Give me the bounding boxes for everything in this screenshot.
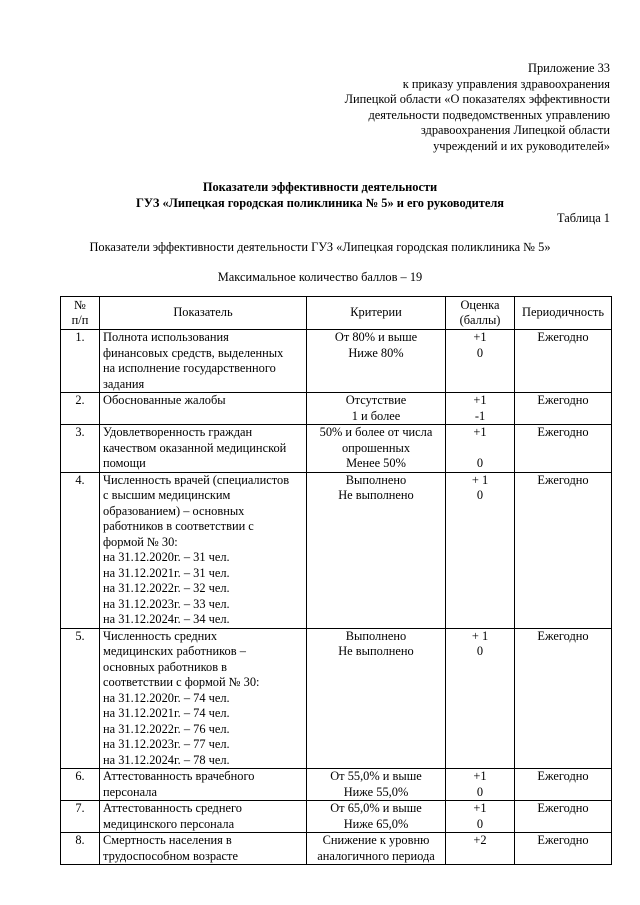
- indicator-line: на 31.12.2023г. – 33 чел.: [103, 596, 230, 611]
- criteria-cell: [307, 628, 446, 769]
- criteria-line: От 80% и выше: [334, 330, 418, 344]
- indicator-cell: [100, 472, 307, 628]
- criteria-line: Менее 50%: [346, 456, 406, 470]
- indicator-line: формой № 30:: [103, 534, 178, 549]
- indicator-cell: [100, 801, 307, 833]
- criteria-cell: [307, 801, 446, 833]
- score-cell: [446, 425, 515, 473]
- title-line-2: ГУЗ «Липецкая городская поликлиника № 5» и его руководителя: [136, 195, 504, 210]
- score-line: +2: [473, 833, 487, 847]
- indicator-line: на 31.12.2024г. – 34 чел.: [103, 612, 230, 626]
- header-num-line: п/п: [71, 313, 89, 327]
- score-line: 0: [476, 784, 484, 799]
- score-line: +1: [473, 769, 487, 783]
- header-score-line: (баллы): [459, 313, 501, 327]
- indicator-line: на 31.12.2021г. – 31 чел.: [103, 565, 230, 580]
- period-cell: Ежегодно: [515, 628, 612, 769]
- criteria-line: опрошенных: [341, 440, 411, 455]
- criteria-line: 1 и более: [351, 408, 401, 423]
- row-number: 5.: [61, 628, 100, 769]
- indicator-line: персонала: [103, 784, 157, 799]
- row-number: 4.: [61, 472, 100, 628]
- indicator-line: образованием) – основных: [103, 503, 245, 518]
- indicator-line: на 31.12.2023г. – 77 чел.: [103, 737, 230, 751]
- document-title: [40, 180, 600, 211]
- header-indicator: Показатель: [100, 297, 307, 330]
- score-line: [449, 441, 511, 457]
- criteria-cell: [307, 769, 446, 801]
- indicator-line: Аттестованность среднего: [103, 801, 242, 815]
- indicator-line: Обоснованные жалобы: [103, 393, 226, 407]
- header-score-line: Оценка: [460, 297, 500, 312]
- score-line: +1: [473, 801, 487, 815]
- table-row: [61, 425, 612, 473]
- row-number: 6.: [61, 769, 100, 801]
- row-number: 7.: [61, 801, 100, 833]
- appendix-line: Приложение 33: [528, 61, 610, 75]
- period-cell: Ежегодно: [515, 393, 612, 425]
- indicator-line: Полнота использования: [103, 330, 229, 344]
- title-line-1: Показатели эффективности деятельности: [202, 180, 438, 194]
- period-cell: Ежегодно: [515, 472, 612, 628]
- table-label: Таблица 1: [557, 211, 610, 225]
- table-row: [61, 628, 612, 769]
- appendix-header: [310, 61, 610, 154]
- score-cell: [446, 833, 515, 865]
- score-line: +1: [473, 425, 487, 439]
- period-cell: Ежегодно: [515, 801, 612, 833]
- score-line: [449, 849, 511, 865]
- indicator-line: медицинских работников –: [103, 644, 246, 658]
- indicator-line: на 31.12.2022г. – 76 чел.: [103, 721, 230, 736]
- indicator-cell: [100, 330, 307, 393]
- criteria-cell: [307, 472, 446, 628]
- score-cell: [446, 393, 515, 425]
- indicator-line: помощи: [103, 456, 146, 470]
- score-line: 0: [476, 488, 484, 502]
- score-cell: [446, 801, 515, 833]
- indicator-line: финансовых средств, выделенных: [103, 345, 284, 360]
- criteria-line: Выполнено: [345, 472, 407, 487]
- criteria-line: Не выполнено: [338, 488, 414, 502]
- score-line: 0: [476, 345, 484, 360]
- indicator-line: Смертность населения в: [103, 833, 232, 847]
- score-line: + 1: [471, 628, 489, 643]
- score-cell: [446, 330, 515, 393]
- criteria-line: От 65,0% и выше: [330, 801, 422, 815]
- indicator-cell: [100, 769, 307, 801]
- criteria-line: Не выполнено: [338, 644, 414, 658]
- criteria-line: 50% и более от числа: [319, 425, 433, 439]
- table-row: [61, 801, 612, 833]
- indicator-line: Аттестованность врачебного: [103, 769, 255, 783]
- header-num: [61, 297, 100, 330]
- appendix-line: деятельности подведомственных управлению: [368, 107, 610, 122]
- criteria-line: Снижение к уровню: [322, 833, 430, 847]
- table-row: [61, 833, 612, 865]
- criteria-line: Выполнено: [345, 628, 407, 643]
- table-caption: Показатели эффективности деятельности ГУЗ «Липецкая городская поликлиника № 5»: [89, 240, 551, 254]
- header-criteria: Критерии: [307, 297, 446, 330]
- appendix-line: к приказу управления здравоохранения: [402, 76, 610, 91]
- criteria-line: Ниже 55,0%: [343, 784, 409, 799]
- indicator-line: на 31.12.2021г. – 74 чел.: [103, 706, 230, 720]
- row-number: 2.: [61, 393, 100, 425]
- criteria-line: Ниже 65,0%: [343, 816, 409, 831]
- indicator-line: на 31.12.2020г. – 74 чел.: [103, 690, 230, 705]
- score-line: +1: [473, 393, 487, 407]
- criteria-line: Отсутствие: [345, 393, 407, 407]
- criteria-line: От 55,0% и выше: [330, 769, 422, 783]
- score-cell: [446, 769, 515, 801]
- score-line: 0: [476, 644, 484, 658]
- indicator-line: с высшим медицинским: [103, 488, 231, 502]
- indicator-line: соответствии с формой № 30:: [103, 675, 260, 689]
- table-body: [61, 330, 612, 865]
- header-period: Периодичность: [515, 297, 612, 330]
- indicator-line: Численность средних: [103, 628, 218, 643]
- period-cell: Ежегодно: [515, 833, 612, 865]
- appendix-line: учреждений и их руководителей»: [433, 138, 610, 153]
- appendix-line: Липецкой области «О показателях эффективности: [344, 92, 610, 106]
- score-cell: [446, 472, 515, 628]
- criteria-cell: [307, 393, 446, 425]
- indicator-line: на исполнение государственного: [103, 361, 276, 375]
- table-row: [61, 769, 612, 801]
- criteria-cell: [307, 330, 446, 393]
- indicator-line: Численность врачей (специалистов: [103, 472, 290, 487]
- indicator-line: основных работников в: [103, 659, 228, 674]
- period-cell: Ежегодно: [515, 425, 612, 473]
- indicator-cell: [100, 425, 307, 473]
- score-line: +1: [473, 330, 487, 344]
- criteria-line: Ниже 80%: [348, 345, 404, 360]
- header-score: [446, 297, 515, 330]
- score-line: 0: [476, 816, 484, 831]
- score-line: + 1: [471, 472, 489, 487]
- indicator-line: медицинского персонала: [103, 816, 235, 831]
- indicator-line: Удовлетворенность граждан: [103, 425, 253, 439]
- table-row: [61, 330, 612, 393]
- score-cell: [446, 628, 515, 769]
- criteria-cell: [307, 425, 446, 473]
- criteria-line: аналогичного периода: [317, 848, 435, 863]
- row-number: 3.: [61, 425, 100, 473]
- indicator-line: качеством оказанной медицинской: [103, 440, 287, 455]
- score-line: 0: [476, 456, 484, 470]
- score-line: -1: [474, 408, 486, 423]
- row-number: 8.: [61, 833, 100, 865]
- indicator-cell: [100, 833, 307, 865]
- indicator-cell: [100, 393, 307, 425]
- appendix-line: здравоохранения Липецкой области: [420, 123, 610, 137]
- indicator-line: трудоспособном возрасте: [103, 848, 238, 863]
- indicator-line: на 31.12.2022г. – 32 чел.: [103, 581, 230, 595]
- period-cell: Ежегодно: [515, 330, 612, 393]
- indicator-line: задания: [103, 376, 145, 391]
- table-header-row: [61, 297, 612, 330]
- header-num-line: №: [74, 297, 86, 312]
- criteria-cell: [307, 833, 446, 865]
- indicator-line: на 31.12.2020г. – 31 чел.: [103, 550, 230, 564]
- max-score-note: Максимальное количество баллов – 19: [217, 270, 423, 284]
- indicators-table: [60, 296, 612, 865]
- indicator-line: на 31.12.2024г. – 78 чел.: [103, 752, 230, 767]
- table-row: [61, 393, 612, 425]
- indicator-cell: [100, 628, 307, 769]
- indicator-line: работников в соответствии с: [103, 519, 254, 533]
- row-number: 1.: [61, 330, 100, 393]
- table-row: [61, 472, 612, 628]
- period-cell: Ежегодно: [515, 769, 612, 801]
